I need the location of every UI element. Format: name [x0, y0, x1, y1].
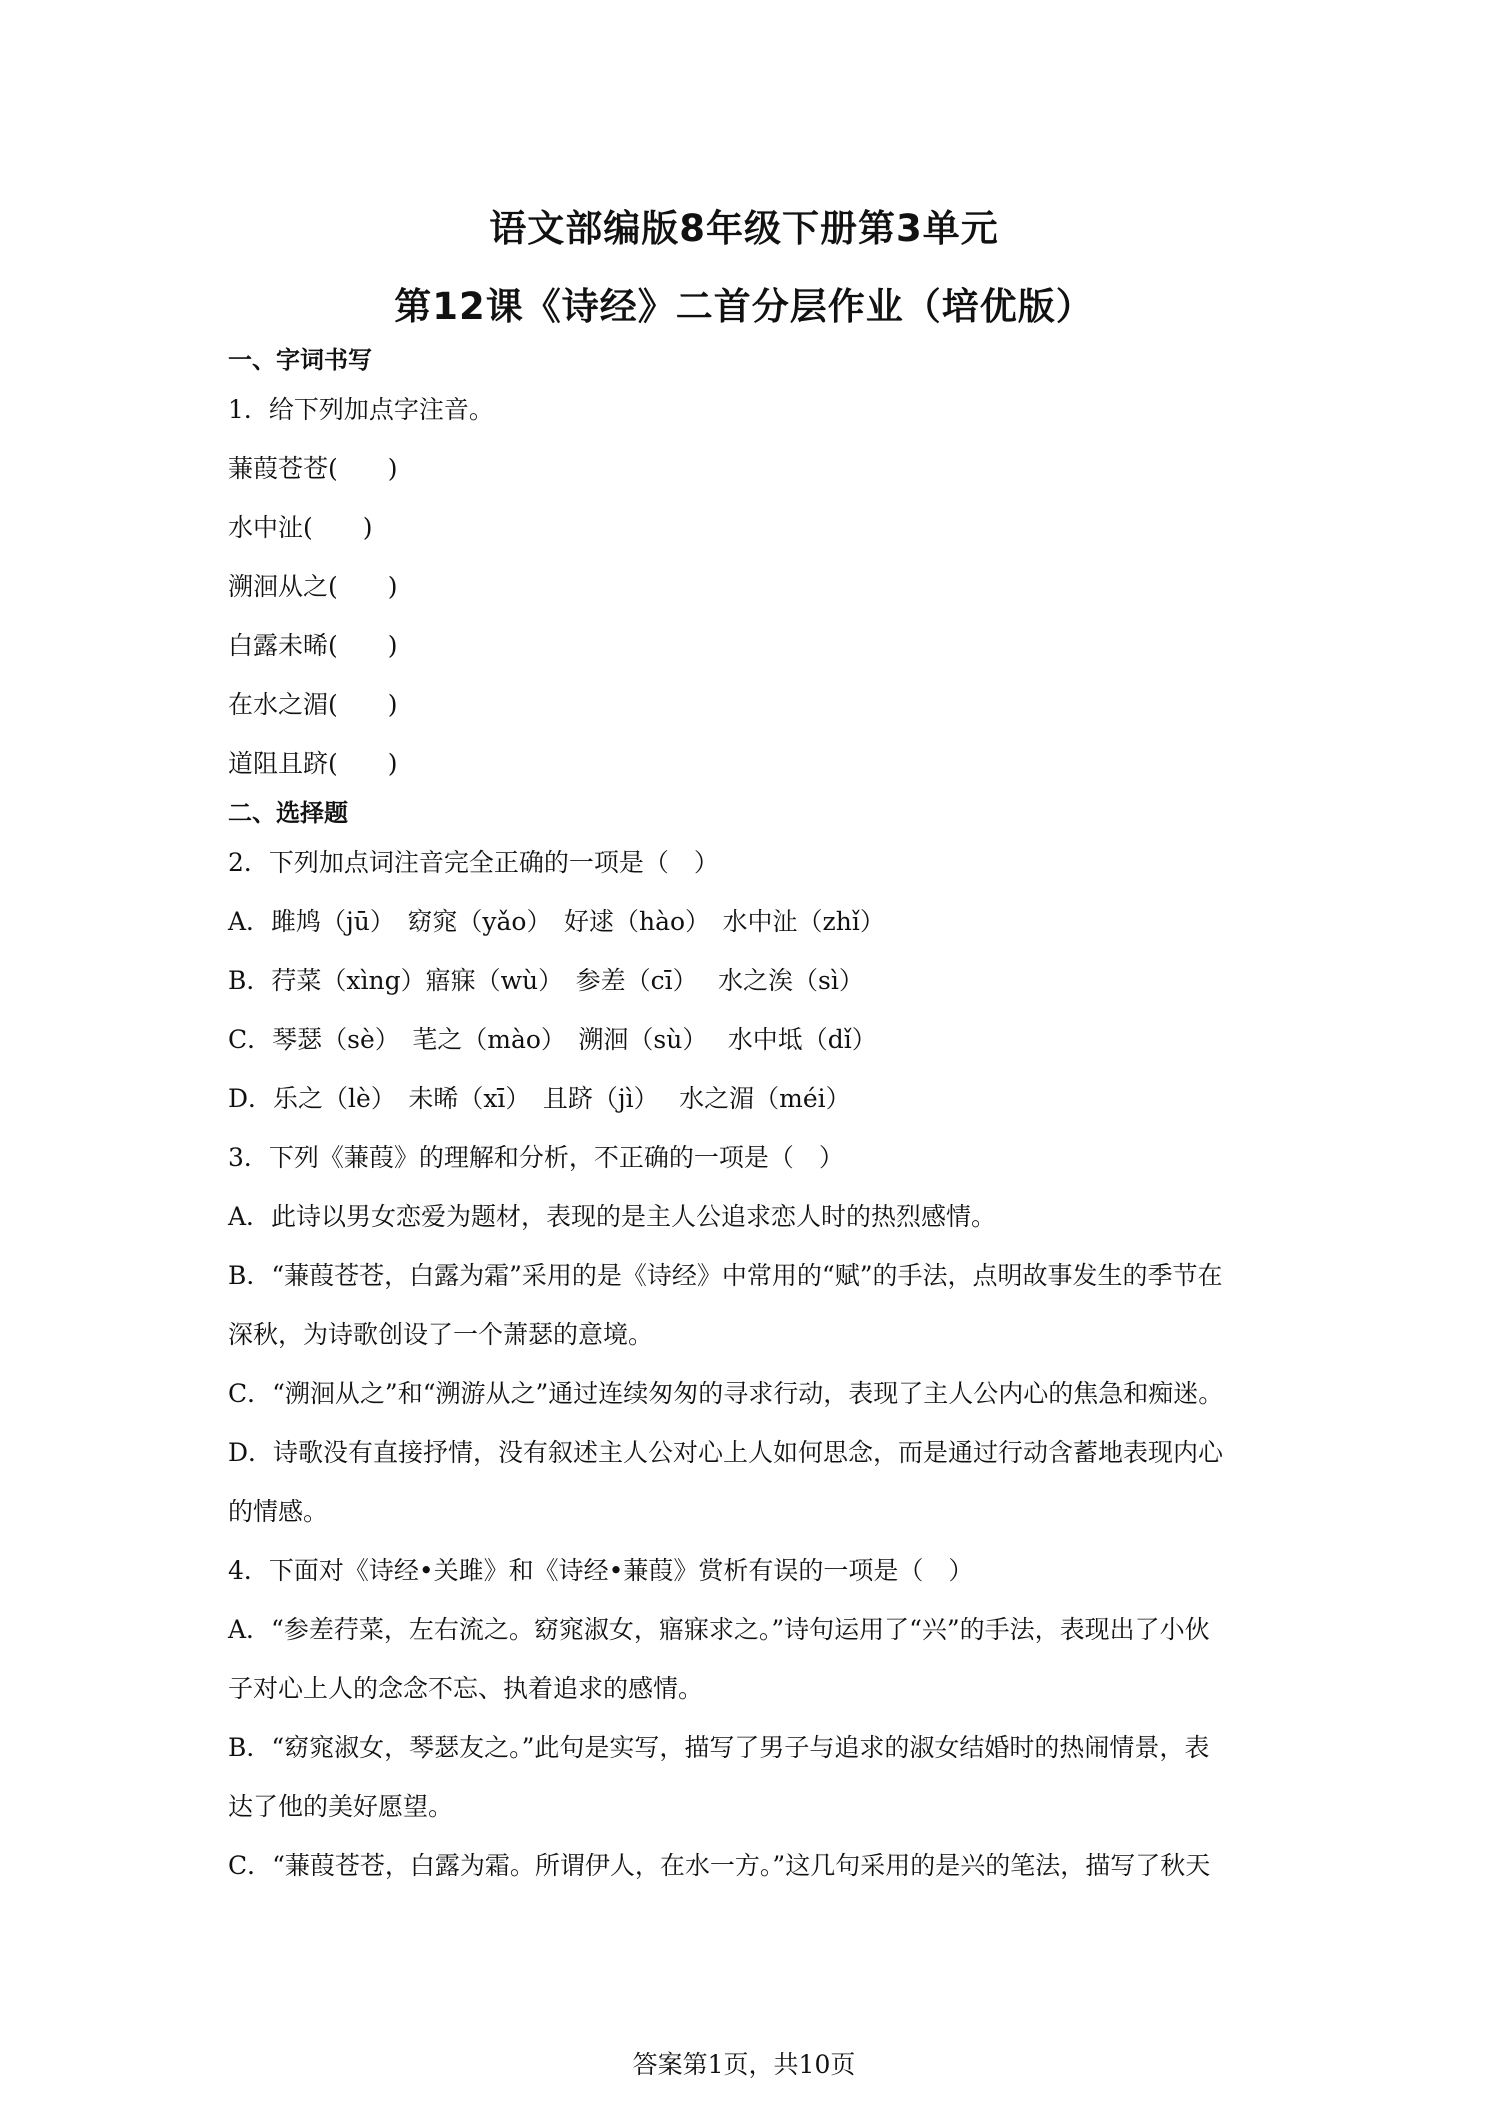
q4-option-a-line1: A．“参差荇菜，左右流之。窈窕淑女，寤寐求之。”诗句运用了“兴”的手法，表现出了小伙 [228, 1615, 1210, 1644]
q2-option-c: C．琴瑟（sè） 芼之（mào） 溯洄（sù） 水中坻（dǐ） [228, 1025, 877, 1054]
q2-option-a: A．雎鸠（jū） 窈窕（yǎo） 好逑（hào） 水中沚（zhǐ） [228, 907, 885, 936]
q3-option-d-line1: D．诗歌没有直接抒情，没有叙述主人公对心上人如何思念，而是通过行动含蓄地表现内心 [228, 1438, 1224, 1467]
q4-option-c-line1: C．“蒹葭苍苍，白露为霜。所谓伊人，在水一方。”这几句采用的是兴的笔法，描写了秋天 [228, 1851, 1211, 1880]
section-heading-1: 一、字词书写 [228, 346, 372, 374]
q1-item-3: 溯洄从之( ) [228, 572, 398, 601]
q1-item-4: 白露未晞( ) [228, 631, 398, 660]
q1-item-1: 蒹葭苍苍( ) [228, 454, 398, 483]
question-2-stem: 2．下列加点词注音完全正确的一项是（ ） [228, 848, 719, 877]
q3-option-b-line1: B．“蒹葭苍苍，白露为霜”采用的是《诗经》中常用的“赋”的手法，点明故事发生的季节在 [228, 1261, 1223, 1290]
question-1-stem: 1．给下列加点字注音。 [228, 395, 494, 424]
document-title: 语文部编版8年级下册第3单元 [489, 207, 999, 250]
document-body [228, 340, 1278, 1895]
q4-option-a-line2: 子对心上人的念念不忘、执着追求的感情。 [228, 1674, 704, 1703]
q3-option-b-line2: 深秋，为诗歌创设了一个萧瑟的意境。 [228, 1320, 654, 1349]
q3-option-d-line2: 的情感。 [228, 1497, 329, 1526]
q2-option-b: B．荇菜（xìng）寤寐（wù） 参差（cī） 水之涘（sì） [228, 966, 864, 995]
q1-item-6: 道阻且跻( ) [228, 749, 398, 778]
q4-option-b-line2: 达了他的美好愿望。 [228, 1792, 454, 1821]
question-4-stem: 4．下面对《诗经•关雎》和《诗经•蒹葭》赏析有误的一项是（ ） [228, 1556, 974, 1585]
q4-option-b-line1: B．“窈窕淑女，琴瑟友之。”此句是实写，描写了男子与追求的淑女结婚时的热闹情景，表 [228, 1733, 1210, 1762]
question-3-stem: 3．下列《蒹葭》的理解和分析，不正确的一项是（ ） [228, 1143, 844, 1172]
q3-option-c: C．“溯洄从之”和“溯游从之”通过连续匆匆的寻求行动，表现了主人公内心的焦急和痴迷。 [228, 1379, 1224, 1408]
q1-item-5: 在水之湄( ) [228, 690, 398, 719]
q1-item-2: 水中沚( ) [228, 513, 373, 542]
q2-option-d: D．乐之（lè） 未晞（xī） 且跻（jì） 水之湄（méi） [228, 1084, 851, 1113]
section-heading-2: 二、选择题 [228, 799, 348, 827]
page-footer: 答案第1页，共10页 [632, 2050, 856, 2079]
document-subtitle: 第12课《诗经》二首分层作业（培优版） [394, 285, 1094, 328]
q3-option-a: A．此诗以男女恋爱为题材，表现的是主人公追求恋人时的热烈感情。 [228, 1202, 997, 1231]
